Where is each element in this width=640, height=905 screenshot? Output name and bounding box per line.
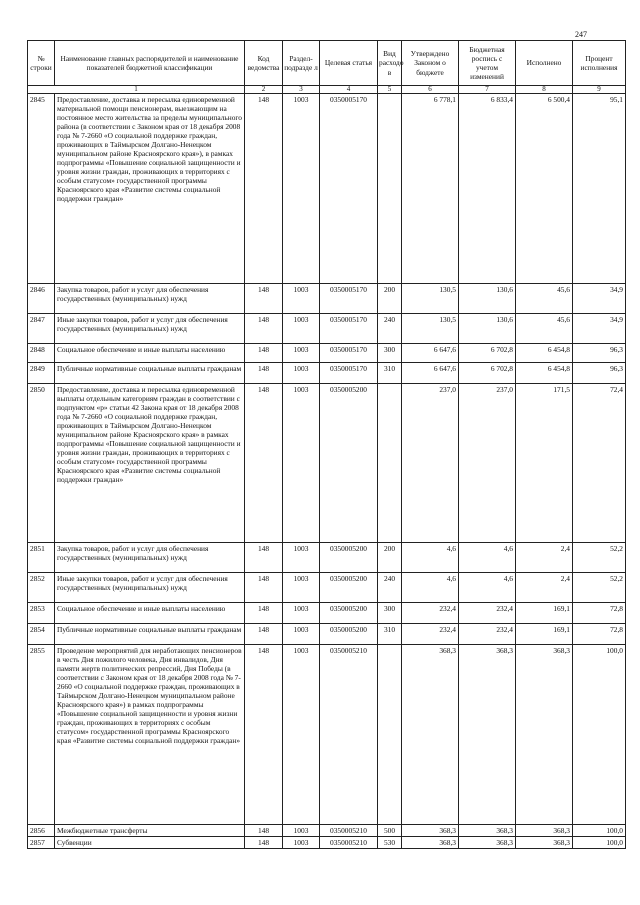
row-number: 2849 [28,363,55,384]
row-executed: 171,5 [516,384,573,543]
row-target: 0350005200 [320,603,378,624]
row-target: 0350005170 [320,363,378,384]
row-name: Закупка товаров, работ и услуг для обеспечения государственных (муниципальных) нужд [55,543,245,573]
column-number: 3 [283,86,320,94]
row-name: Публичные нормативные социальные выплаты гражданам [55,624,245,645]
row-target: 0350005200 [320,573,378,603]
row-target: 0350005170 [320,94,378,284]
row-approved: 368,3 [402,837,459,849]
column-number: 8 [516,86,573,94]
row-section: 1003 [283,94,320,284]
table-row [28,384,626,543]
row-number: 2852 [28,573,55,603]
row-number: 2854 [28,624,55,645]
row-target: 0350005200 [320,624,378,645]
row-percent: 95,1 [573,94,626,284]
row-section: 1003 [283,603,320,624]
header-row [28,41,626,86]
row-number: 2850 [28,384,55,543]
row-budget: 368,3 [459,645,516,825]
row-executed: 6 454,8 [516,363,573,384]
header-section: Раздел-подразде л [283,41,320,86]
row-percent: 100,0 [573,645,626,825]
row-type: 200 [378,284,402,314]
row-number: 2848 [28,344,55,363]
row-type: 240 [378,573,402,603]
row-section: 1003 [283,284,320,314]
row-section: 1003 [283,645,320,825]
table-row [28,645,626,825]
row-target: 0350005200 [320,543,378,573]
row-code: 148 [245,603,283,624]
row-budget: 232,4 [459,624,516,645]
row-target: 0350005210 [320,645,378,825]
row-section: 1003 [283,314,320,344]
row-name: Публичные нормативные социальные выплаты гражданам [55,363,245,384]
row-approved: 4,6 [402,543,459,573]
row-budget: 4,6 [459,543,516,573]
row-section: 1003 [283,573,320,603]
table-row [28,94,626,284]
row-percent: 34,9 [573,284,626,314]
row-number: 2845 [28,94,55,284]
row-budget: 6 702,8 [459,344,516,363]
row-code: 148 [245,314,283,344]
row-budget: 130,6 [459,284,516,314]
header-executed: Исполнено [516,41,573,86]
row-percent: 52,2 [573,573,626,603]
column-number: 5 [378,86,402,94]
row-executed: 169,1 [516,603,573,624]
row-number: 2846 [28,284,55,314]
column-number: 6 [402,86,459,94]
row-target: 0350005210 [320,837,378,849]
row-approved: 4,6 [402,573,459,603]
row-name: Социальное обеспечение и иные выплаты населению [55,603,245,624]
row-approved: 6 778,1 [402,94,459,284]
row-budget: 4,6 [459,573,516,603]
row-approved: 130,5 [402,284,459,314]
row-approved: 6 647,6 [402,344,459,363]
column-number: 2 [245,86,283,94]
header-percent: Процент исполнения [573,41,626,86]
row-executed: 368,3 [516,837,573,849]
row-code: 148 [245,837,283,849]
row-approved: 368,3 [402,825,459,837]
row-percent: 72,8 [573,603,626,624]
row-code: 148 [245,645,283,825]
row-type [378,384,402,543]
row-section: 1003 [283,363,320,384]
row-executed: 368,3 [516,645,573,825]
row-type: 300 [378,603,402,624]
row-percent: 96,3 [573,344,626,363]
row-executed: 368,3 [516,825,573,837]
row-type [378,94,402,284]
page-number: 247 [575,30,587,39]
header-target: Целевая статья [320,41,378,86]
row-type: 500 [378,825,402,837]
row-code: 148 [245,363,283,384]
row-target: 0350005170 [320,314,378,344]
row-section: 1003 [283,825,320,837]
budget-execution-table [27,40,626,849]
row-percent: 34,9 [573,314,626,344]
row-executed: 6 454,8 [516,344,573,363]
row-type: 240 [378,314,402,344]
table-row [28,284,626,314]
row-percent: 96,3 [573,363,626,384]
row-target: 0350005170 [320,344,378,363]
row-budget: 368,3 [459,837,516,849]
row-code: 148 [245,94,283,284]
row-executed: 169,1 [516,624,573,645]
row-executed: 45,6 [516,314,573,344]
row-code: 148 [245,573,283,603]
row-section: 1003 [283,384,320,543]
row-executed: 45,6 [516,284,573,314]
row-budget: 6 833,4 [459,94,516,284]
column-number: 4 [320,86,378,94]
table-row [28,543,626,573]
row-number: 2847 [28,314,55,344]
row-percent: 72,4 [573,384,626,543]
table-row [28,363,626,384]
row-number: 2853 [28,603,55,624]
row-type: 530 [378,837,402,849]
column-number: 1 [28,86,245,94]
row-type: 310 [378,624,402,645]
row-code: 148 [245,624,283,645]
row-number: 2857 [28,837,55,849]
column-number-row [28,86,626,94]
row-number: 2851 [28,543,55,573]
row-approved: 6 647,6 [402,363,459,384]
row-percent: 100,0 [573,837,626,849]
row-budget: 232,4 [459,603,516,624]
row-approved: 130,5 [402,314,459,344]
row-type: 200 [378,543,402,573]
row-code: 148 [245,384,283,543]
row-executed: 6 500,4 [516,94,573,284]
row-budget: 237,0 [459,384,516,543]
row-name: Предоставление, доставка и пересылка единовременной материальной помощи пенсионерам, выезжающим на постоянное место жительства за пределы муниципального района (в соответствии с Законом края от 18 декабря 2008 года № 7-2660 «О социальной поддержке граждан, проживающих в Таймырском Долгано-Ненецком муниципальном районе Красноярского края»), в рамках подпрограммы «Повышение социальной защищенности и уровня жизни граждан, проживающих в территориях с особым статусом» государственной программы Красноярского края «Развитие системы социальной поддержки граждан» [55,94,245,284]
row-section: 1003 [283,543,320,573]
row-code: 148 [245,284,283,314]
row-type: 310 [378,363,402,384]
table-row [28,573,626,603]
row-target: 0350005200 [320,384,378,543]
header-code: Код ведомства [245,41,283,86]
row-section: 1003 [283,344,320,363]
row-code: 148 [245,344,283,363]
row-percent: 52,2 [573,543,626,573]
row-name: Субвенции [55,837,245,849]
row-code: 148 [245,543,283,573]
row-approved: 237,0 [402,384,459,543]
row-code: 148 [245,825,283,837]
header-name: Наименование главных распорядителей и наименование показателей бюджетной классификации [55,41,245,86]
row-executed: 2,4 [516,573,573,603]
row-name: Социальное обеспечение и иные выплаты населению [55,344,245,363]
row-section: 1003 [283,837,320,849]
row-budget: 368,3 [459,825,516,837]
row-name: Предоставление, доставка и пересылка единовременной выплаты отдельным категориям граждан в соответствии с подпунктом «р» статьи 42 Закона края от 18 декабря 2008 года № 7-2660 «О социальной поддержке граждан, проживающих в Таймырском Долгано-Ненецком муниципальном районе Красноярского края» в рамках подпрограммы «Повышение социальной защищенности и уровня жизни граждан, проживающих в территориях с особым статусом» государственной программы Красноярского края «Развитие системы социальной поддержки граждан» [55,384,245,543]
row-name: Проведение мероприятий для неработающих пенсионеров в честь Дня пожилого человека, Дня инвалидов, Дня памяти жертв политических репрессий, Дня Победы (в соответствии с Законом края от 18 декабря 2008 года № 7-2660 «О социальной поддержке граждан, проживающих в Таймырском Долгано-Ненецком муниципальном районе Красноярского края») в рамках подпрограммы «Повышение социальной защищенности и уровня жизни граждан, проживающих в территориях с особым статусом» государственной программы Красноярского края «Развитие системы социальной поддержки граждан» [55,645,245,825]
row-number: 2856 [28,825,55,837]
column-number: 9 [573,86,626,94]
row-approved: 232,4 [402,603,459,624]
header-budget: Бюджетная роспись с учетом изменений [459,41,516,86]
row-name: Закупка товаров, работ и услуг для обеспечения государственных (муниципальных) нужд [55,284,245,314]
row-budget: 130,6 [459,314,516,344]
row-percent: 100,0 [573,825,626,837]
header-approved: Утверждено Законом о бюджете [402,41,459,86]
row-target: 0350005210 [320,825,378,837]
row-executed: 2,4 [516,543,573,573]
row-name: Межбюджетные трансферты [55,825,245,837]
header-type: Вид расходо в [378,41,402,86]
table-row [28,344,626,363]
row-approved: 368,3 [402,645,459,825]
row-target: 0350005170 [320,284,378,314]
row-section: 1003 [283,624,320,645]
row-budget: 6 702,8 [459,363,516,384]
header-no: № строки [28,41,55,86]
column-number: 7 [459,86,516,94]
row-number: 2855 [28,645,55,825]
row-name: Иные закупки товаров, работ и услуг для обеспечения государственных (муниципальных) нужд [55,573,245,603]
table-row [28,314,626,344]
table-row [28,825,626,837]
table-row [28,837,626,849]
row-percent: 72,8 [573,624,626,645]
row-approved: 232,4 [402,624,459,645]
table-row [28,624,626,645]
row-name: Иные закупки товаров, работ и услуг для обеспечения государственных (муниципальных) нужд [55,314,245,344]
row-type: 300 [378,344,402,363]
table-row [28,603,626,624]
row-type [378,645,402,825]
